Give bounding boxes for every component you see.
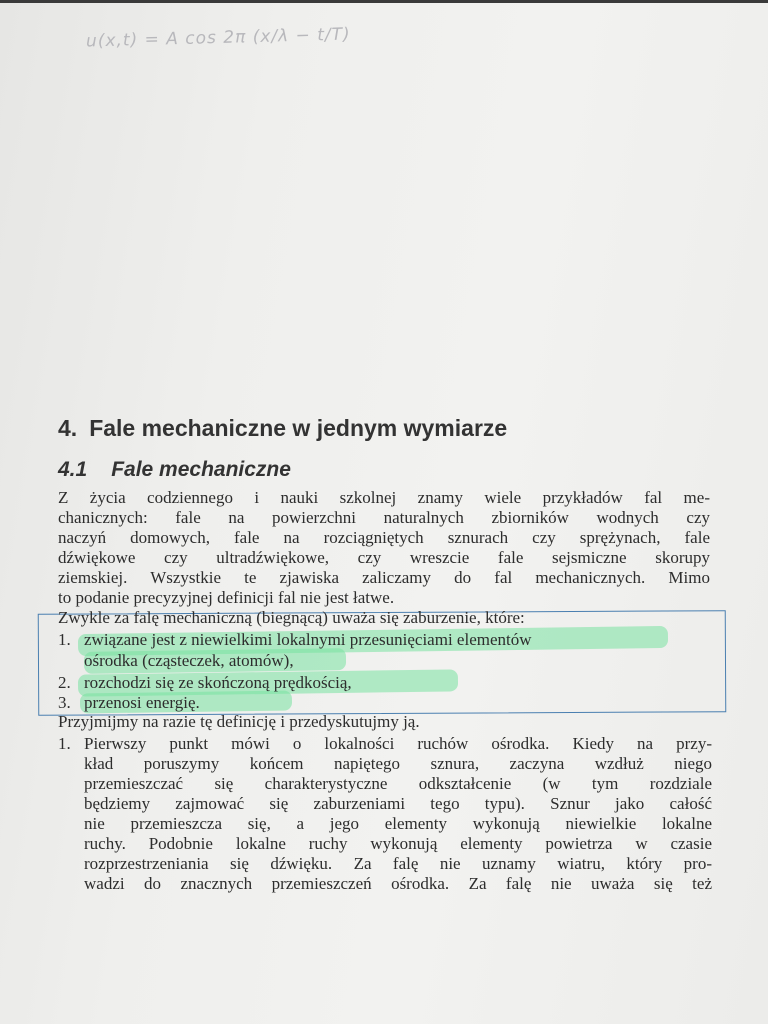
discussion-line: nie przemieszcza się, a jego elementy wykonują niewielkie lokalne xyxy=(84,814,712,833)
intro-line: chanicznych: fale na powierzchni naturalnych zbiorników wodnych czy xyxy=(58,508,710,527)
intro-line: to podanie precyzyjnej definicji fal nie jest łatwe. xyxy=(58,588,395,607)
item-number: 1. xyxy=(58,734,71,753)
after-definition: Przyjmijmy na razie tę definicję i przedyskutujmy ją. xyxy=(58,712,420,731)
item-number: 2. xyxy=(58,673,71,692)
intro-line: Z życia codziennego i nauki szkolnej znamy wiele przykładów fal me- xyxy=(58,488,710,507)
discussion-line: wadzi do znacznych przemieszczeń ośrodka. Za falę nie uważa się też xyxy=(84,874,712,893)
item-text: przenosi energię. xyxy=(84,693,200,712)
definition-intro: Zwykle za falę mechaniczną (biegnącą) uważa się zaburzenie, które: xyxy=(58,608,525,627)
intro-line: ziemskiej. Wszystkie te zjawiska zaliczamy do fal mechanicznych. Mimo xyxy=(58,568,710,587)
definition-item-1 xyxy=(58,630,678,650)
intro-line: naczyń domowych, fale na rozciągniętych sznurach czy sprężynach, fale xyxy=(58,528,710,547)
section-number: 4.1 xyxy=(58,458,88,481)
discussion-line: kład poruszymy końcem napiętego sznura, zaczyna wzdłuż niego xyxy=(84,754,712,773)
discussion-line: rozprzestrzeniania się dźwięku. Za falę nie uznamy wiatru, który pro- xyxy=(84,854,712,873)
discussion-line: Pierwszy punkt mówi o lokalności ruchów ośrodka. Kiedy na przy- xyxy=(84,734,712,753)
section-heading xyxy=(58,458,291,482)
intro-line: dźwiękowe czy ultradźwiękowe, czy wreszcie fale sejsmiczne skorupy xyxy=(58,548,710,567)
chapter-heading xyxy=(58,415,507,442)
item-number: 3. xyxy=(58,693,71,712)
discussion-line: przemieszczać się charakterystyczne odkształcenie (w tym rozdziale xyxy=(84,774,712,793)
definition-item-2 xyxy=(58,673,352,693)
handwritten-note: u(x,t) = A cos 2π (x/λ − t/T) xyxy=(85,24,351,52)
definition-item-1-cont: ośrodka (cząsteczek, atomów), xyxy=(84,651,294,670)
definition-item-3 xyxy=(58,693,200,713)
item-number: 1. xyxy=(58,630,71,649)
item-text: rozchodzi się ze skończoną prędkością, xyxy=(84,673,352,692)
item-text: związane jest z niewielkimi lokalnymi przesunięciami elementów xyxy=(84,630,532,649)
discussion-line: ruchy. Podobnie lokalne ruchy wykonują elementy powietrza w czasie xyxy=(84,834,712,853)
section-title: Fale mechaniczne xyxy=(111,458,291,481)
page-top-edge xyxy=(0,0,768,3)
discussion-line: będziemy zajmować się zaburzeniami tego typu). Sznur jako całość xyxy=(84,794,712,813)
chapter-title: Fale mechaniczne w jednym wymiarze xyxy=(89,415,508,441)
chapter-number: 4. xyxy=(58,415,78,441)
